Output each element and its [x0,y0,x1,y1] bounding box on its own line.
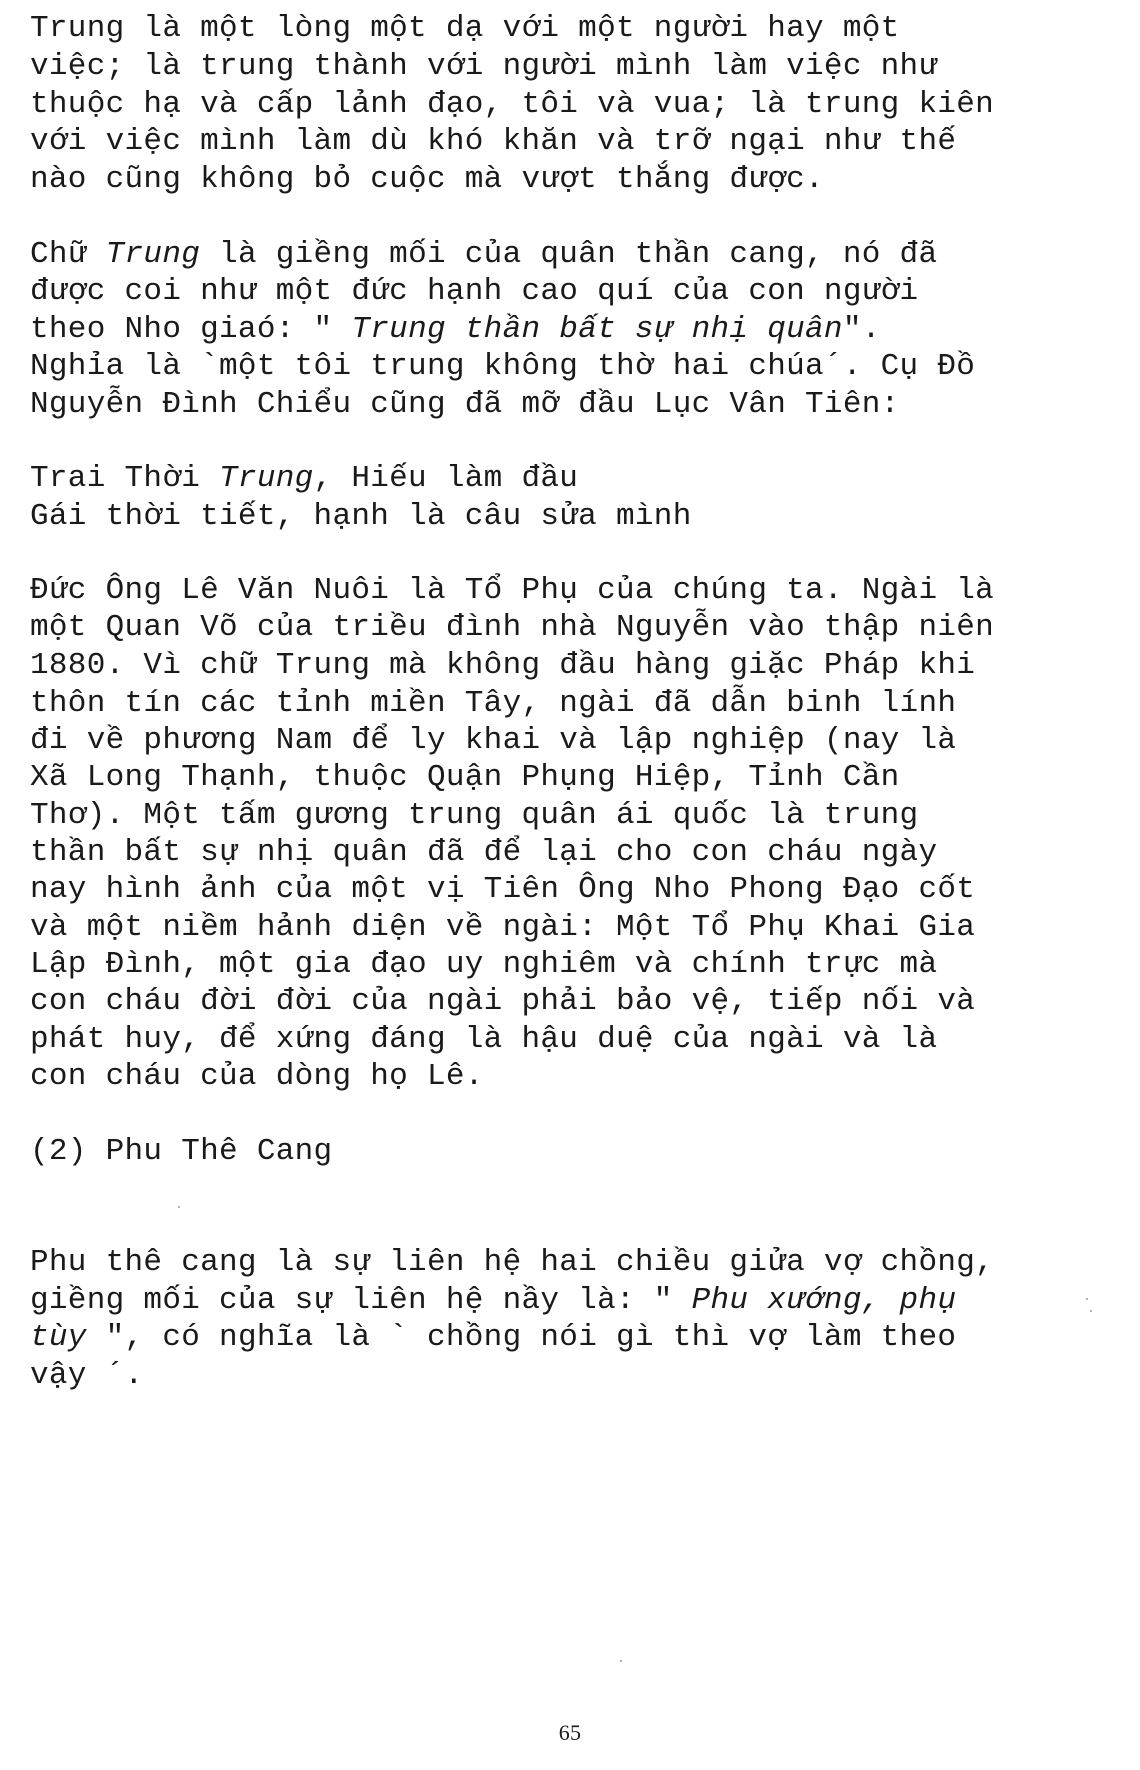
text-line: 1880. Vì chữ Trung mà không đầu hàng giặc Pháp khi [30,648,976,683]
text-line: Trung là một lòng một dạ với một người hay một [30,11,900,46]
text-line: thôn tín các tỉnh miền Tây, ngài đã dẫn binh lính [30,686,957,721]
text-run: giềng mối của sự liên hệ nầy là: " [30,1283,692,1318]
text-line: với việc mình làm dù khó khăn và trỡ ngại như thế [30,124,957,159]
text-line [30,309,881,351]
text-line: con cháu đời đời của ngài phải bảo vệ, tiếp nối và [30,984,976,1019]
text-line: thần bất sự nhị quân đã để lại cho con cháu ngày [30,835,938,870]
text-line: việc; là trung thành với người mình làm việc như [30,49,938,84]
text-line: Nghỉa là `một tôi trung không thờ hai chúa´. Cụ Đồ [30,349,976,384]
text-run: Chữ [30,237,106,272]
text-line: Thơ). Một tấm gương trung quân ái quốc là trung [30,798,919,833]
text-line [30,234,937,276]
italic-term: Trung [105,237,201,272]
italic-quote: Trung thần bất sự nhị quân [351,312,843,347]
text-run: là giềng mối của quân thần cang, nó đã [200,237,938,272]
text-line: đi về phương Nam để ly khai và lập nghiệp (nay là [30,723,957,758]
scan-speck [1090,1310,1092,1312]
text-line: phát huy, để xứng đáng là hậu duệ của ngài và là [30,1022,938,1057]
text-line: được coi như một đức hạnh cao quí của con người [30,274,919,309]
text-line: Đức Ông Lê Văn Nuôi là Tổ Phụ của chúng ta. Ngài là [30,573,995,608]
section-heading: (2) Phu Thê Cang [30,1134,333,1169]
italic-quote: tùy [30,1320,87,1355]
text-line: thuộc hạ và cấp lảnh đạo, tôi và vua; là trung kiên [30,87,995,122]
text-run: ". [842,312,881,347]
italic-quote: Phu xướng, phụ [691,1283,957,1318]
text-line: nay hình ảnh của một vị Tiên Ông Nho Phong Đạo cốt [30,872,976,907]
italic-term: Trung [219,461,314,496]
poem-line: Gái thời tiết, hạnh là câu sửa mình [30,499,692,534]
text-run: , Hiếu làm đầu [313,461,579,496]
page-number: 65 [558,1720,582,1745]
text-line [30,1280,956,1322]
text-line: con cháu của dòng họ Lê. [30,1059,484,1094]
text-run: Trai Thời [30,461,220,496]
text-line: một Quan Võ của triều đình nhà Nguyễn vào thập niên [30,610,995,645]
text-line: Lập Đình, một gia đạo uy nghiêm và chính trực mà [30,947,938,982]
text-line: Phu thê cang là sự liên hệ hai chiều giửa vợ chồng, [30,1245,995,1280]
text-line: vậy ´. [30,1358,144,1393]
text-line [30,1317,956,1359]
text-line: và một niềm hảnh diện về ngài: Một Tổ Phụ Khai Gia [30,910,976,945]
scan-speck [1086,1298,1088,1300]
poem-line [30,458,578,500]
scan-speck [178,1206,180,1208]
text-line: Xã Long Thạnh, thuộc Quận Phụng Hiệp, Tỉnh Cần [30,760,900,795]
text-run: theo Nho giaó: " [30,312,352,347]
text-line: Nguyễn Đình Chiểu cũng đã mỡ đầu Lục Vân Tiên: [30,387,900,422]
text-run: ", có nghĩa là ` chồng nói gì thì vợ làm theo [86,1320,957,1355]
text-line: nào cũng không bỏ cuộc mà vượt thắng được. [30,162,824,197]
scan-speck [620,1660,622,1662]
